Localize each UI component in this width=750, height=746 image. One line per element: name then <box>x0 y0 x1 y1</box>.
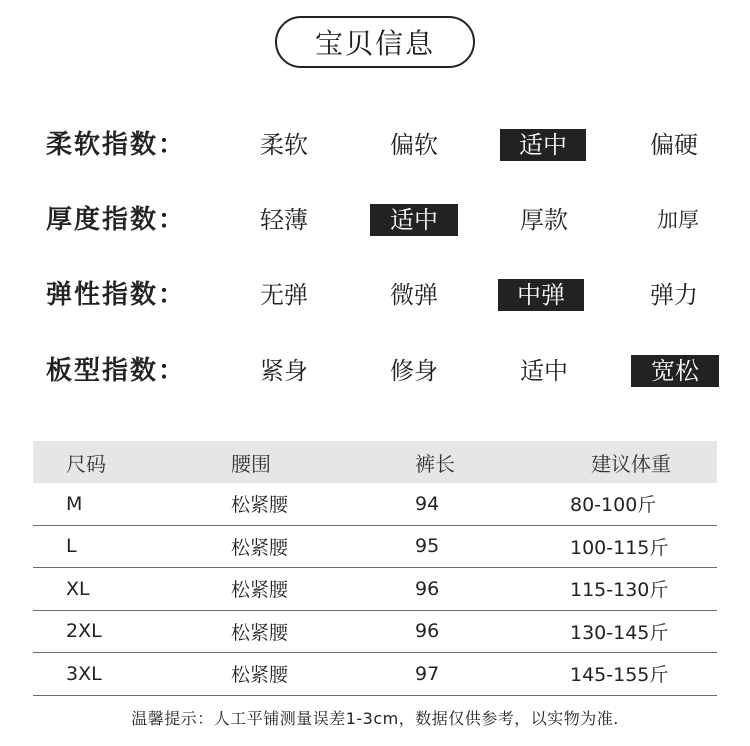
size-table <box>33 441 717 696</box>
elasticity-option-slight: 微弹 <box>390 281 438 309</box>
table-row <box>33 483 717 526</box>
cell-length: 97 <box>415 662 440 685</box>
cell-size: M <box>66 492 83 515</box>
cell-length: 94 <box>415 492 440 515</box>
header-size: 尺码 <box>66 451 106 476</box>
thickness-option-extra-thick: 加厚 <box>657 208 699 232</box>
fit-index-row <box>0 351 750 391</box>
header-length: 裤长 <box>415 451 455 476</box>
fit-index-label: 板型指数： <box>46 356 187 386</box>
cell-size: 2XL <box>66 620 102 643</box>
thickness-option-medium-selected: 适中 <box>370 204 458 236</box>
cell-length: 95 <box>415 535 440 558</box>
fit-option-loose-selected: 宽松 <box>631 355 719 387</box>
cell-waist: 松紧腰 <box>231 536 289 559</box>
measurement-note: 温馨提示：人工平铺测量误差1-3cm，数据仅供参考，以实物为准. <box>131 709 619 728</box>
thickness-option-thick: 厚款 <box>520 206 568 234</box>
cell-weight: 145-155斤 <box>570 664 669 687</box>
fit-option-tight: 紧身 <box>260 357 308 385</box>
cell-size: L <box>66 535 77 558</box>
fit-option-regular: 适中 <box>520 357 568 385</box>
softness-option-soft: 柔软 <box>260 131 308 159</box>
thickness-index-label: 厚度指数： <box>46 205 187 235</box>
cell-waist: 松紧腰 <box>231 579 289 602</box>
size-table-header <box>33 441 717 483</box>
cell-length: 96 <box>415 620 440 643</box>
thickness-index-row <box>0 200 750 240</box>
softness-index-label: 柔软指数： <box>46 130 187 160</box>
header-weight: 建议体重 <box>591 451 671 476</box>
elasticity-index-row <box>0 275 750 315</box>
cell-weight: 130-145斤 <box>570 621 669 644</box>
cell-length: 96 <box>415 577 440 600</box>
header-waist: 腰围 <box>231 451 271 476</box>
softness-index-row <box>0 125 750 165</box>
softness-option-slightly-soft: 偏软 <box>390 131 438 159</box>
cell-waist: 松紧腰 <box>231 621 289 644</box>
cell-weight: 100-115斤 <box>570 536 669 559</box>
table-row <box>33 653 717 696</box>
cell-size: XL <box>66 577 90 600</box>
cell-waist: 松紧腰 <box>231 494 289 517</box>
elasticity-option-none: 无弹 <box>260 281 308 309</box>
elasticity-option-stretch: 弹力 <box>650 281 698 309</box>
cell-weight: 80-100斤 <box>570 494 657 517</box>
cell-size: 3XL <box>66 662 102 685</box>
section-title: 宝贝信息 <box>275 16 475 68</box>
thickness-option-thin: 轻薄 <box>260 206 308 234</box>
table-row <box>33 568 717 611</box>
softness-option-medium-selected: 适中 <box>500 129 586 161</box>
table-row <box>33 526 717 569</box>
table-row <box>33 611 717 654</box>
cell-weight: 115-130斤 <box>570 579 669 602</box>
fit-option-slim: 修身 <box>390 357 438 385</box>
softness-option-slightly-hard: 偏硬 <box>650 131 698 159</box>
elasticity-index-label: 弹性指数： <box>46 280 187 310</box>
elasticity-option-medium-selected: 中弹 <box>498 279 584 311</box>
cell-waist: 松紧腰 <box>231 664 289 687</box>
